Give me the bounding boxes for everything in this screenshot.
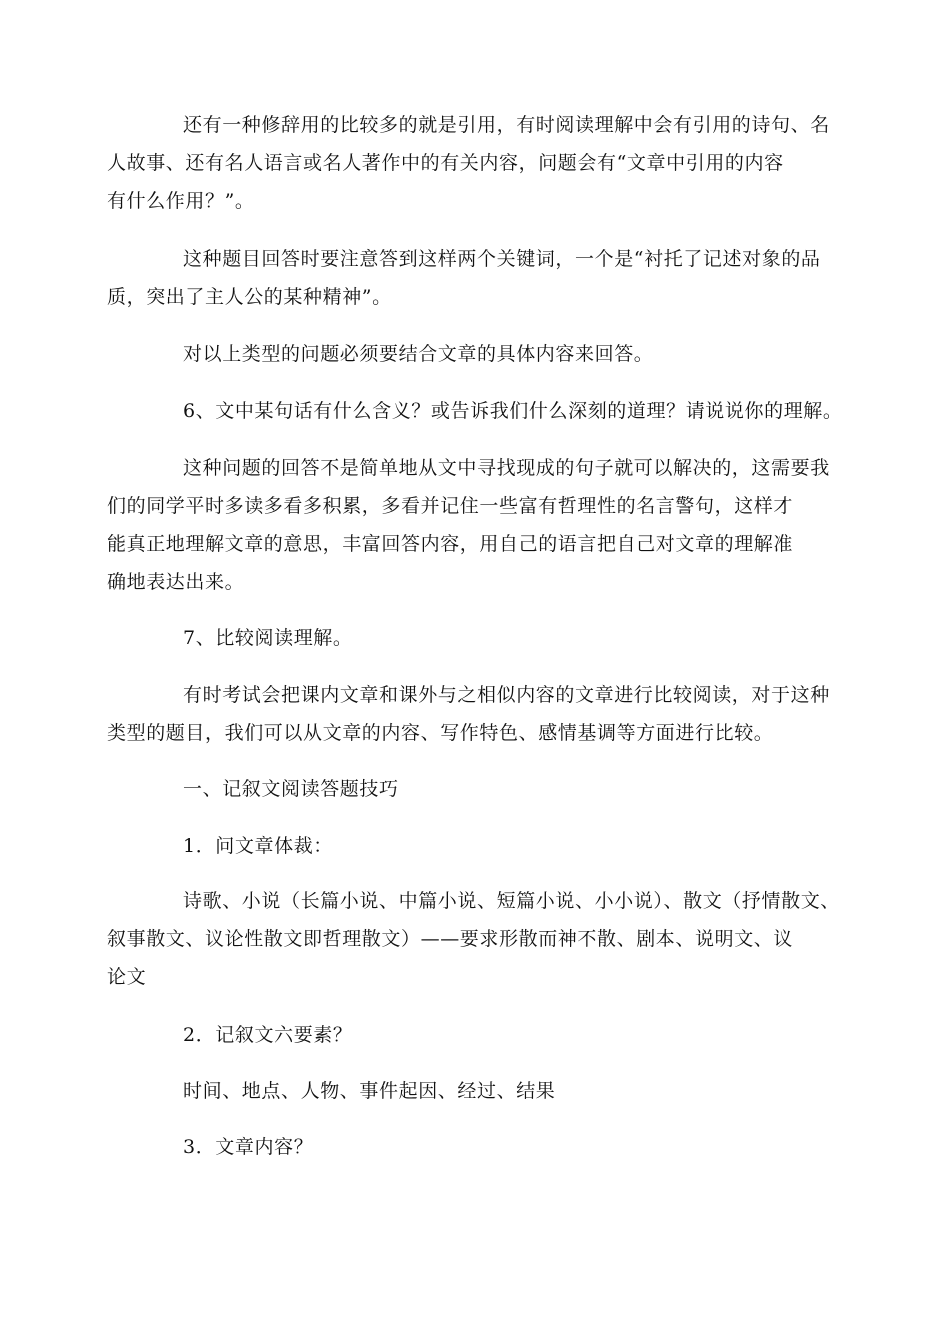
text-line: 能真正地理解文章的意思，丰富回答内容，用自己的语言把自己对文章的理解准 bbox=[107, 533, 794, 555]
heading-item-7 bbox=[145, 619, 825, 657]
section-heading-narrative bbox=[145, 770, 825, 808]
text-line: 2．记叙文六要素？ bbox=[183, 1024, 353, 1046]
heading-item-2 bbox=[145, 1016, 825, 1054]
paragraph-comparative-reading bbox=[107, 676, 830, 752]
text-line: 论文 bbox=[107, 966, 147, 988]
text-line: 3．文章内容？ bbox=[183, 1136, 314, 1158]
paragraph-quotation-usage bbox=[107, 106, 830, 220]
text-line: 6、文中某句话有什么含义？或告诉我们什么深刻的道理？请说说你的理解。 bbox=[183, 400, 843, 422]
paragraph-answer-keywords bbox=[107, 240, 825, 316]
heading-item-3 bbox=[145, 1128, 825, 1166]
text-line: 7、比较阅读理解。 bbox=[183, 627, 353, 649]
paragraph-genres bbox=[107, 882, 840, 996]
heading-item-6 bbox=[145, 392, 843, 430]
text-line: 类型的题目，我们可以从文章的内容、写作特色、感情基调等方面进行比较。 bbox=[107, 722, 774, 744]
paragraph-combine-content bbox=[145, 335, 825, 373]
text-line: 们的同学平时多读多看多积累，多看并记住一些富有哲理性的名言警句，这样才 bbox=[107, 495, 794, 517]
text-line: 对以上类型的问题必须要结合文章的具体内容来回答。 bbox=[183, 343, 654, 365]
text-line: 还有一种修辞用的比较多的就是引用，有时阅读理解中会有引用的诗句、名 bbox=[183, 114, 830, 136]
heading-item-1 bbox=[145, 827, 825, 865]
paragraph-sentence-meaning bbox=[107, 449, 830, 601]
text-line: 有时考试会把课内文章和课外与之相似内容的文章进行比较阅读，对于这种 bbox=[183, 684, 830, 706]
text-line: 这种问题的回答不是简单地从文中寻找现成的句子就可以解决的，这需要我 bbox=[183, 457, 830, 479]
text-line: 诗歌、小说（长篇小说、中篇小说、短篇小说、小小说）、散文（抒情散文、 bbox=[183, 890, 840, 912]
text-line: 质，突出了主人公的某种精神”。 bbox=[107, 286, 392, 308]
text-line: 1．问文章体裁： bbox=[183, 835, 333, 857]
text-line: 有什么作用？”。 bbox=[107, 190, 255, 212]
paragraph-six-elements bbox=[145, 1072, 825, 1110]
text-line: 叙事散文、议论性散文即哲理散文）——要求形散而神不散、剧本、说明文、议 bbox=[107, 928, 794, 950]
text-line: 一、记叙文阅读答题技巧 bbox=[183, 778, 399, 800]
text-line: 确地表达出来。 bbox=[107, 571, 245, 593]
text-line: 这种题目回答时要注意答到这样两个关键词，一个是“衬托了记述对象的品 bbox=[183, 248, 821, 270]
text-line: 人故事、还有名人语言或名人著作中的有关内容，问题会有“文章中引用的内容 bbox=[107, 152, 784, 174]
text-line: 时间、地点、人物、事件起因、经过、结果 bbox=[183, 1080, 556, 1102]
